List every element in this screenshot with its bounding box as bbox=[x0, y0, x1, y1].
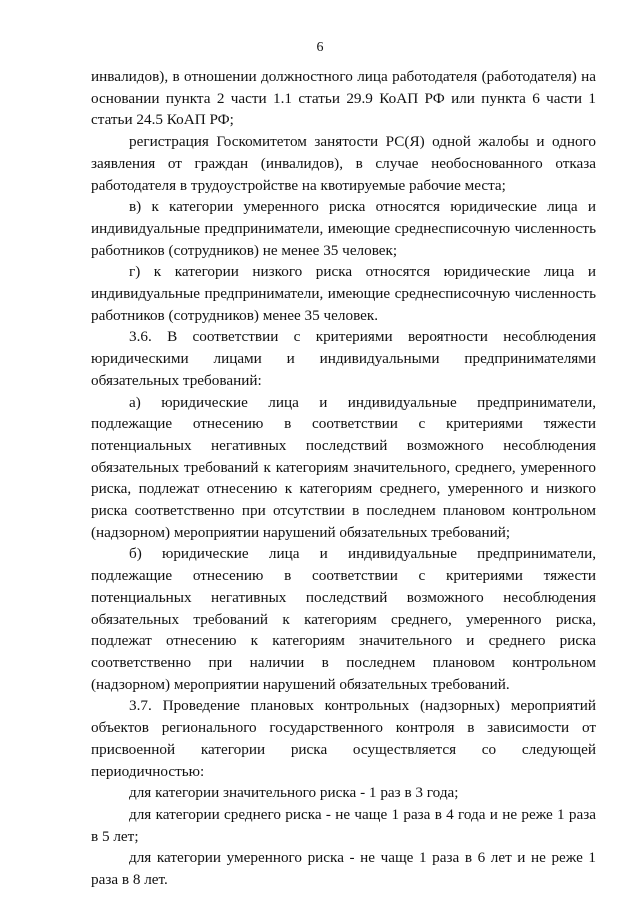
paragraph-section-3-6: 3.6. В соответствии с критериями вероятности несоблюдения юридическими лицами и индивидуальными предпринимателями обязательных требований: bbox=[91, 328, 596, 389]
document-body bbox=[91, 66, 596, 891]
paragraph-section-3-7: 3.7. Проведение плановых контрольных (надзорных) мероприятий объектов регионального государственного контроля в зависимости от присвоенной категории риска осуществляется со следующей периодичностью: bbox=[91, 697, 596, 780]
page-number: 6 bbox=[316, 40, 324, 55]
paragraph-item-v: в) к категории умеренного риска относятся юридические лица и индивидуальные предприниматели, имеющие среднесписочную численность работников (сотрудников) не менее 35 человек; bbox=[91, 198, 596, 259]
paragraph-significant-risk: для категории значительного риска - 1 раз в 3 года; bbox=[129, 784, 459, 802]
paragraph-registration: регистрация Госкомитетом занятости РС(Я) одной жалобы и одного заявления от граждан (инвалидов), в случае необоснованного отказа работодателя в трудоустройстве на квотируемые рабочие места; bbox=[91, 133, 596, 194]
paragraph-item-b: б) юридические лица и индивидуальные предприниматели, подлежащие отнесению в соответствии с критериями тяжести потенциальных негативных последствий возможного несоблюдения обязательных требований к категориям среднего, умеренного риска, подлежат отнесению к категориям значительного и среднего риска соответственно при наличии в последнем плановом контрольном (надзорном) мероприятии нарушений обязательных требований. bbox=[91, 545, 596, 693]
paragraph-moderate-risk: для категории умеренного риска - не чаще 1 раза в 6 лет и не реже 1 раза в 8 лет. bbox=[91, 849, 596, 889]
paragraph-item-g: г) к категории низкого риска относятся юридические лица и индивидуальные предприниматели, имеющие среднесписочную численность работников (сотрудников) менее 35 человек. bbox=[91, 263, 596, 324]
paragraph-medium-risk: для категории среднего риска - не чаще 1 раза в 4 года и не реже 1 раза в 5 лет; bbox=[91, 805, 596, 845]
paragraph-item-a: а) юридические лица и индивидуальные предприниматели, подлежащие отнесению в соответствии с критериями тяжести потенциальных негативных последствий возможного несоблюдения обязательных требований к категориям значительного, среднего, умеренного риска, подлежат отнесению к категориям среднего, умеренного и низкого риска соответственно при отсутствии в последнем плановом контрольном (надзорном) мероприятии нарушений обязательных требований; bbox=[91, 393, 596, 541]
paragraph-continuation: инвалидов), в отношении должностного лица работодателя (работодателя) на основании пункта 2 части 1.1 статьи 29.9 КоАП РФ или пункта 6 части 1 статьи 24.5 КоАП РФ; bbox=[91, 68, 596, 129]
